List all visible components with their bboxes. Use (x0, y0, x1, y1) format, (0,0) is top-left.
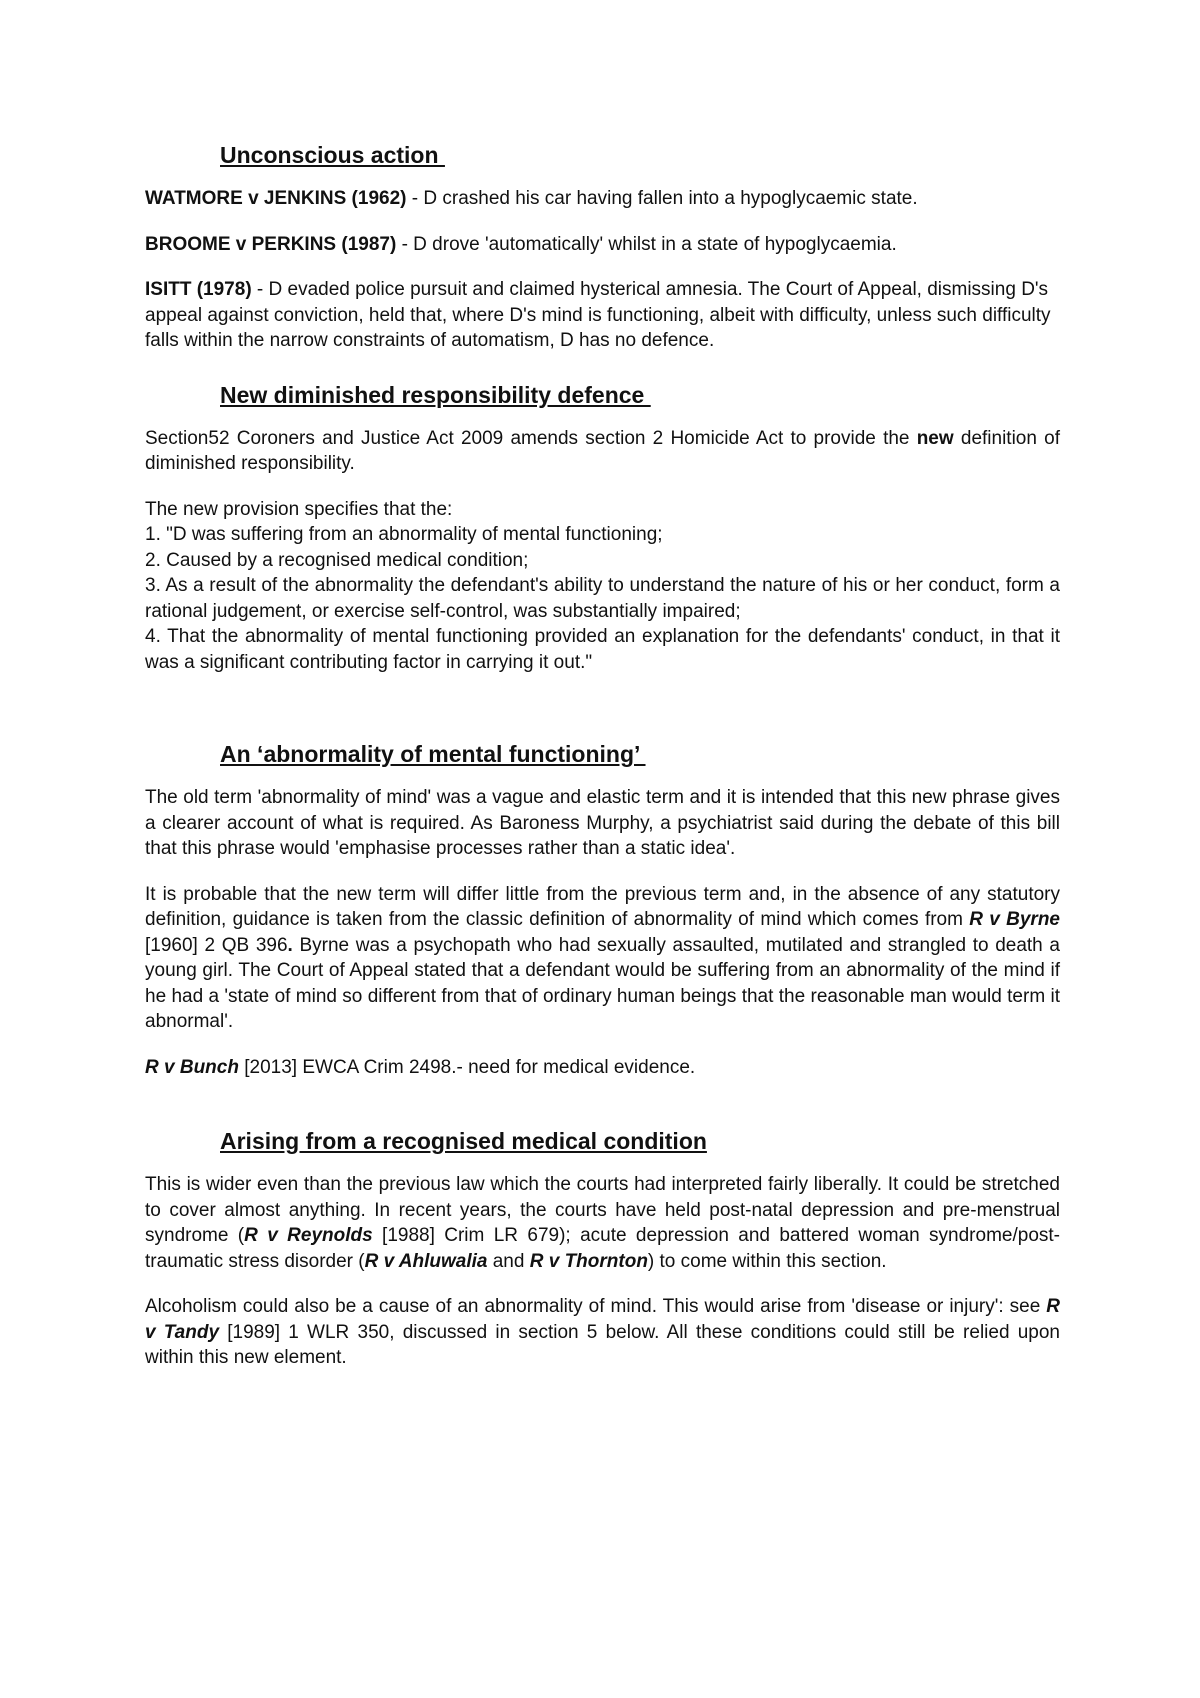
heading-abnormality: An ‘abnormality of mental functioning’ (220, 741, 646, 767)
heading-medical-condition: Arising from a recognised medical condition (220, 1128, 707, 1154)
provision-item-3: 3. As a result of the abnormality the defendant's ability to understand the nature of his or her conduct, form a rational judgement, or exercise self-control, was substantially impaired; (145, 575, 1060, 622)
abnormality-p2-text-c: Byrne was a psychopath who had sexually assaulted, mutilated and strangled to death a young girl. The Court of Appeal stated that a defendant would be suffering from an abnormality of the mind if he had a 'state of mind so different from that of ordinary human beings that the reasonable man would term it abnormal'. (145, 934, 1060, 1032)
medical-paragraph-2 (145, 1294, 1060, 1371)
case-name-broome: BROOME v PERKINS (1987) (145, 233, 397, 255)
provision-item-2: 2. Caused by a recognised medical condition; (145, 549, 529, 571)
case-name-isitt: ISITT (1978) (145, 279, 252, 300)
case-ref-reynolds: R v Reynolds (244, 1225, 373, 1246)
intro-text-a: Section52 Coroners and Justice Act 2009 amends section 2 Homicide Act to provide the (145, 427, 917, 449)
case-ref-tandy: R v Tandy (145, 1296, 1060, 1343)
intro-text-b: definition of diminished responsibility. (145, 427, 1060, 474)
case-ref-thornton: R v Thornton (529, 1250, 648, 1272)
case-ref-bunch: R v Bunch (145, 1056, 239, 1078)
document-page (145, 140, 1060, 1391)
case-text-isitt: - D evaded police pursuit and claimed hysterical amnesia. The Court of Appeal, dismissing D's appeal against conviction, held that, where D's mind is functioning, albeit with difficulty, unless such difficulty falls within the narrow constraints of automatism, D has no defence. (145, 279, 1051, 351)
provision-list-intro: The new provision specifies that the: (145, 498, 453, 520)
abnormality-p2-citation: [1960] 2 QB 396 (145, 934, 288, 956)
medical-p1-text-d: ) to come within this section. (647, 1250, 887, 1272)
case-watmore-paragraph (145, 186, 1060, 212)
case-text-watmore: - D crashed his car having fallen into a hypoglycaemic state. (406, 188, 918, 209)
case-text-broome: - D drove 'automatically' whilst in a state of hypoglycaemia. (396, 233, 897, 255)
bunch-paragraph (145, 1055, 1060, 1081)
heading-new-defence: New diminished responsibility defence (220, 381, 651, 408)
abnormality-paragraph-1: The old term 'abnormality of mind' was a vague and elastic term and it is intended that this new phrase gives a clearer account of what is required. As Baroness Murphy, a psychiatrist said during the debate of this bill that this phrase would 'emphasise processes rather than a static idea'. (145, 787, 1060, 859)
case-ref-byrne: R v Byrne (969, 909, 1060, 930)
abnormality-p2-dot: . (287, 934, 293, 956)
medical-paragraph-1 (145, 1172, 1060, 1274)
abnormality-p2-text-a: It is probable that the new term will differ little from the previous term and, in the absence of any statutory definition, guidance is taken from the classic definition of abnormality of mind which comes from (145, 883, 1060, 930)
new-defence-intro (145, 426, 1060, 477)
intro-bold-new: new (916, 427, 954, 449)
medical-p1-text-b: [1988] Crim LR 679); acute depression and battered woman syndrome/post-traumatic stress disorder ( (145, 1225, 1060, 1272)
provision-list (145, 497, 1060, 676)
provision-item-1: 1. "D was suffering from an abnormality of mental functioning; (145, 524, 663, 545)
medical-p1-text-c: and (487, 1250, 530, 1272)
bunch-text: [2013] EWCA Crim 2498.- need for medical evidence. (238, 1056, 696, 1078)
medical-p2-text-a: Alcoholism could also be a cause of an abnormality of mind. This would arise from 'disease or injury': see (145, 1296, 1047, 1317)
medical-p1-text-a: This is wider even than the previous law which the courts had interpreted fairly liberally. It could be stretched to cover almost anything. In recent years, the courts have held post-natal depression and pre-menstrual syndrome ( (145, 1174, 1060, 1246)
heading-unconscious-action: Unconscious action (220, 142, 445, 168)
abnormality-paragraph-2 (145, 882, 1060, 1035)
case-isitt-paragraph (145, 277, 1060, 354)
case-name-watmore: WATMORE v JENKINS (1962) (145, 188, 407, 209)
case-ref-ahluwalia: R v Ahluwalia (364, 1250, 488, 1272)
medical-p2-text-b: [1989] 1 WLR 350, discussed in section 5 below. All these conditions could still be relied upon within this new element. (145, 1321, 1060, 1368)
case-broome-paragraph (145, 232, 1060, 258)
provision-item-4: 4. That the abnormality of mental functioning provided an explanation for the defendants' conduct, in that it was a significant contributing factor in carrying it out." (145, 626, 1060, 673)
